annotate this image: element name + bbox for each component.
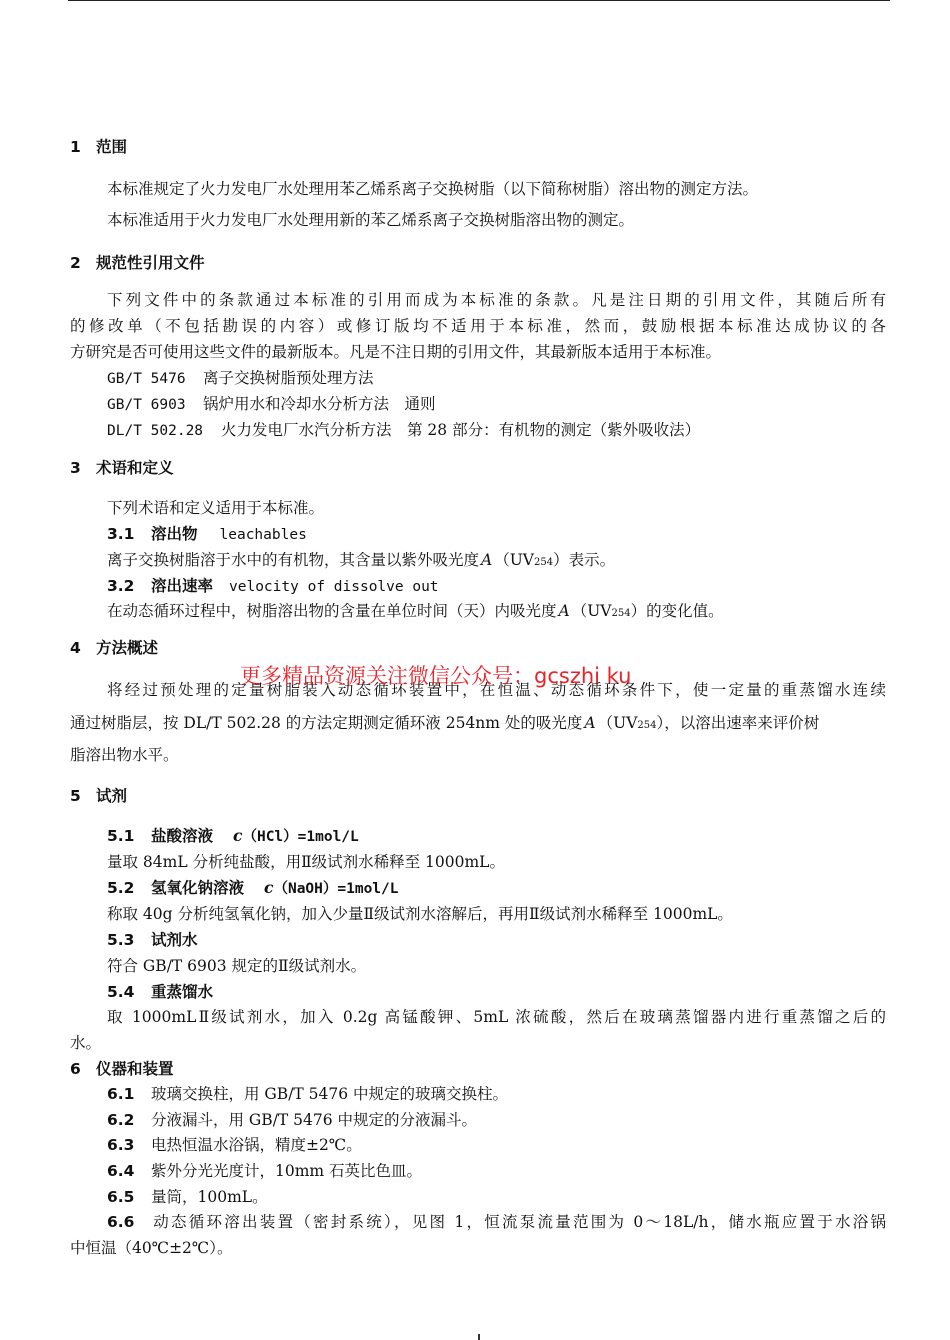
- reference-title: 锅炉用水和冷却水分析方法 通则: [203, 395, 436, 413]
- term-definition: [107, 550, 615, 573]
- reagent-number: 5.4: [107, 983, 135, 1001]
- definition-text: ）的变化值。: [630, 602, 724, 620]
- reagent-title: 重蒸馏水: [151, 983, 214, 1001]
- paragraph: 符合 GB/T 6903 规定的Ⅱ级试剂水。: [107, 957, 367, 975]
- reference-title: 离子交换树脂预处理方法: [203, 369, 374, 387]
- paragraph-line: 取 1000mLⅡ级试剂水，加入 0.2g 高锰酸钾、5mL 浓硫酸，然后在玻璃蒸馏器内进行重蒸馏之后的: [107, 1008, 886, 1026]
- paragraph: 本标准适用于火力发电厂水处理用新的苯乙烯系离子交换树脂溶出物的测定。: [107, 211, 635, 229]
- section-title: 规范性引用文件: [96, 254, 205, 272]
- term-zh: 溶出速率: [151, 577, 214, 595]
- paragraph-line: 方研究是否可使用这些文件的最新版本。凡是不注日期的引用文件，其最新版本适用于本标准。: [70, 343, 722, 361]
- page-number-mark: [478, 1334, 480, 1340]
- paragraph-line: 将经过预处理的定量树脂装入动态循环装置中，在恒温、动态循环条件下，使一定量的重蒸馏水连续: [107, 681, 886, 699]
- reference-code: GB/T 5476: [107, 371, 186, 387]
- item-text: 紫外分光光度计，10mm 石英比色皿。: [151, 1162, 423, 1180]
- unit: （UV: [571, 602, 612, 620]
- subscript: 254: [637, 720, 657, 731]
- symbol: A: [584, 714, 596, 732]
- paragraph-line: 下列文件中的条款通过本标准的引用而成为本标准的条款。凡是注日期的引用文件，其随后所有: [107, 291, 886, 309]
- list-item: [107, 1187, 268, 1207]
- symbol: c: [233, 826, 243, 845]
- paragraph: 本标准规定了火力发电厂水处理用苯乙烯系离子交换树脂（以下简称树脂）溶出物的测定方法。: [107, 180, 759, 198]
- section-number: 4: [70, 639, 81, 657]
- reference-item: [107, 368, 374, 389]
- formula: （NaOH）=1mol/L: [273, 881, 399, 897]
- symbol: c: [264, 878, 274, 897]
- section-5-heading: [70, 786, 127, 806]
- list-item: [107, 1135, 362, 1155]
- term-number: 3.2: [107, 577, 135, 595]
- section-2-heading: [70, 253, 205, 273]
- item-text: 分液漏斗，用 GB/T 5476 中规定的分液漏斗。: [151, 1111, 478, 1129]
- reagent-heading: [107, 982, 213, 1002]
- term-definition: [107, 601, 724, 624]
- list-item: [107, 1084, 508, 1104]
- paragraph-line: 中恒温（40℃±2℃）。: [70, 1239, 233, 1257]
- item-number: 6.3: [107, 1136, 135, 1154]
- reagent-title: 氢氧化钠溶液: [151, 879, 245, 897]
- item-number: 6.6: [107, 1213, 135, 1231]
- paragraph: 量取 84mL 分析纯盐酸，用Ⅱ级试剂水稀释至 1000mL。: [107, 853, 505, 871]
- reagent-heading: [107, 930, 198, 950]
- reagent-title: 盐酸溶液: [151, 827, 214, 845]
- item-number: 6.5: [107, 1188, 135, 1206]
- section-title: 范围: [96, 138, 128, 156]
- list-item: [107, 1110, 477, 1130]
- section-1-heading: [70, 137, 127, 157]
- top-rule: [68, 0, 890, 1]
- reference-code: DL/T 502.28: [107, 423, 204, 439]
- text: 通过树脂层，按 DL/T 502.28 的方法定期测定循环液 254nm 处的吸光度: [70, 714, 583, 732]
- paragraph: 下列术语和定义适用于本标准。: [107, 499, 325, 517]
- reagent-title: 试剂水: [151, 931, 198, 949]
- reagent-heading: [107, 826, 359, 847]
- subscript: 254: [611, 608, 631, 619]
- subscript: 254: [533, 557, 554, 568]
- paragraph-line: 水。: [70, 1034, 102, 1052]
- paragraph-line: 的修改单（不包括勘误的内容）或修订版均不适用于本标准，然而，鼓励根据本标准达成协议的各: [70, 317, 886, 335]
- definition-text: 在动态循环过程中，树脂溶出物的含量在单位时间（天）内吸光度: [107, 602, 557, 620]
- section-6-heading: [70, 1059, 174, 1079]
- unit: （UV: [494, 551, 534, 569]
- symbol: A: [481, 551, 493, 569]
- item-text: 玻璃交换柱，用 GB/T 5476 中规定的玻璃交换柱。: [151, 1085, 509, 1103]
- section-title: 试剂: [96, 787, 128, 805]
- definition-text: 离子交换树脂溶于水中的有机物，其含量以紫外吸光度: [107, 551, 480, 569]
- list-item: [107, 1161, 422, 1181]
- reference-item: [107, 394, 436, 415]
- term-en: velocity of dissolve out: [229, 579, 439, 595]
- reagent-heading: [107, 878, 399, 899]
- section-title: 方法概述: [96, 639, 159, 657]
- reagent-number: 5.3: [107, 931, 135, 949]
- unit: （UV: [597, 714, 638, 732]
- text: ），以溶出速率来评价树: [656, 714, 820, 732]
- term-heading: [107, 524, 307, 545]
- item-text: 动态循环溶出装置（密封系统），见图 1，恒流泵流量范围为 0～18L/h，储水瓶应置于水浴锅: [151, 1213, 886, 1231]
- section-number: 6: [70, 1060, 81, 1078]
- symbol: A: [558, 602, 570, 620]
- section-number: 5: [70, 787, 81, 805]
- item-text: 电热恒温水浴锅，精度±2℃。: [151, 1136, 362, 1154]
- reference-code: GB/T 6903: [107, 397, 186, 413]
- section-title: 术语和定义: [96, 459, 174, 477]
- section-number: 2: [70, 254, 81, 272]
- watermark-text: 更多精品资源关注微信公众号：gcszhi ku: [240, 664, 632, 688]
- term-heading: [107, 576, 439, 597]
- section-number: 1: [70, 138, 81, 156]
- reagent-number: 5.1: [107, 827, 135, 845]
- paragraph: 称取 40g 分析纯氢氧化钠，加入少量Ⅱ级试剂水溶解后，再用Ⅱ级试剂水稀释至 1000mL。: [107, 905, 733, 923]
- section-title: 仪器和装置: [96, 1060, 174, 1078]
- reference-title: 火力发电厂水汽分析方法 第 28 部分：有机物的测定（紫外吸收法）: [221, 421, 701, 439]
- item-number: 6.2: [107, 1111, 135, 1129]
- term-en: leachables: [219, 527, 307, 543]
- section-4-heading: [70, 638, 158, 658]
- section-number: 3: [70, 459, 81, 477]
- reference-item: [107, 420, 700, 441]
- formula: （HCl）=1mol/L: [242, 829, 359, 845]
- reagent-number: 5.2: [107, 879, 135, 897]
- item-number: 6.4: [107, 1162, 135, 1180]
- term-number: 3.1: [107, 525, 135, 543]
- term-zh: 溶出物: [151, 525, 198, 543]
- item-text: 量筒，100mL。: [151, 1188, 268, 1206]
- definition-text: ）表示。: [553, 551, 616, 569]
- paragraph-line: 脂溶出物水平。: [70, 746, 179, 764]
- section-3-heading: [70, 458, 174, 478]
- list-item: [107, 1212, 886, 1232]
- item-number: 6.1: [107, 1085, 135, 1103]
- paragraph-line: [70, 713, 819, 736]
